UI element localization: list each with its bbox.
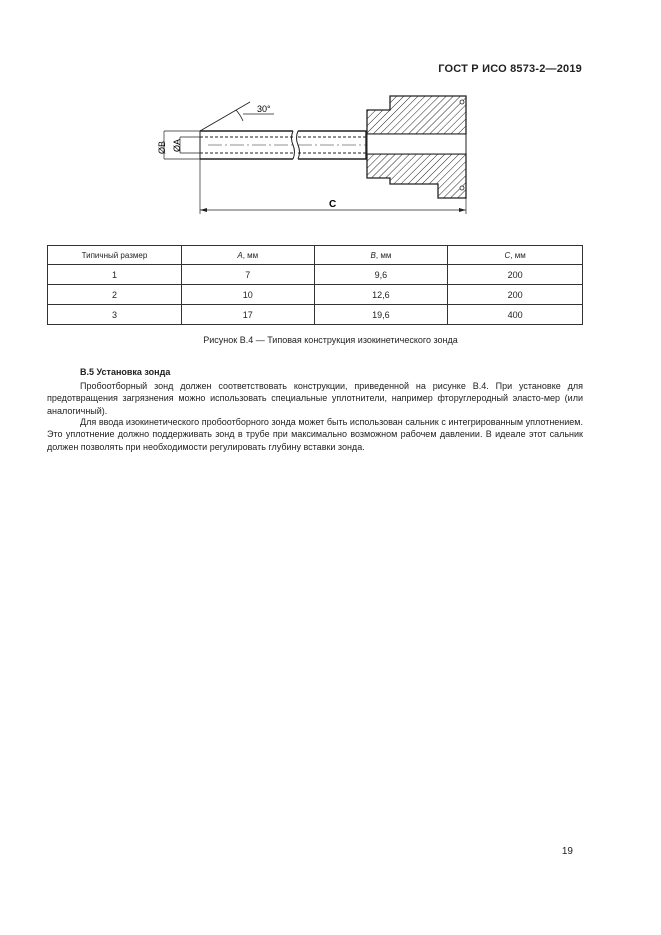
table-cell: C, мм xyxy=(448,246,583,265)
dim-a-label: ØA xyxy=(172,138,182,152)
table-cell: 2 xyxy=(48,285,182,305)
table-cell: A, мм xyxy=(181,246,314,265)
table-cell: 1 xyxy=(48,265,182,285)
angle-label: 30° xyxy=(257,104,271,114)
table-cell: 200 xyxy=(448,285,583,305)
figure-caption: Рисунок В.4 — Типовая конструкция изокинетического зонда xyxy=(203,335,458,345)
table-cell: 17 xyxy=(181,305,314,325)
table-cell: 3 xyxy=(48,305,182,325)
paragraph: Для ввода изокинетического пробоотборного зонда может быть использован сальник с интегрированным уплотнением. Это уплотнение должно поддерживать зонд в трубе при максимально возможном рабочем давлении. В идеале этот сальник должен позволять при необходимости регулировать глубину вставки зонда. xyxy=(47,417,583,452)
table-header-row xyxy=(48,246,583,265)
flange-upper xyxy=(367,96,466,134)
table-cell: 10 xyxy=(181,285,314,305)
probe-drawing xyxy=(150,88,480,218)
flange-lower xyxy=(367,154,466,198)
probe-tube xyxy=(200,131,367,159)
table-row xyxy=(48,305,583,325)
paragraph: Пробоотборный зонд должен соответствовать конструкции, приведенной на рисунке В.4. При установке для предотвращения загрязнения можно использовать специальные уплотнители, например фторуглеродный эласто-мер (или аналогичный). xyxy=(47,381,583,416)
document-header: ГОСТ Р ИСО 8573-2—2019 xyxy=(438,63,582,75)
table-cell: B, мм xyxy=(314,246,448,265)
table-cell: 400 xyxy=(448,305,583,325)
section-title: В.5 Установка зонда xyxy=(80,367,171,377)
header-size: Типичный размер xyxy=(81,250,148,260)
table-cell: 9,6 xyxy=(314,265,448,285)
dim-b-label: ØB xyxy=(157,140,167,154)
dim-c-label: C xyxy=(329,199,337,210)
table-cell: 200 xyxy=(448,265,583,285)
table-cell: 7 xyxy=(181,265,314,285)
dimensions-table xyxy=(47,245,583,325)
table-row xyxy=(48,265,583,285)
table-cell xyxy=(48,246,182,265)
table-cell: 12,6 xyxy=(314,285,448,305)
table-cell: 19,6 xyxy=(314,305,448,325)
table-row xyxy=(48,285,583,305)
page-number: 19 xyxy=(561,846,573,857)
